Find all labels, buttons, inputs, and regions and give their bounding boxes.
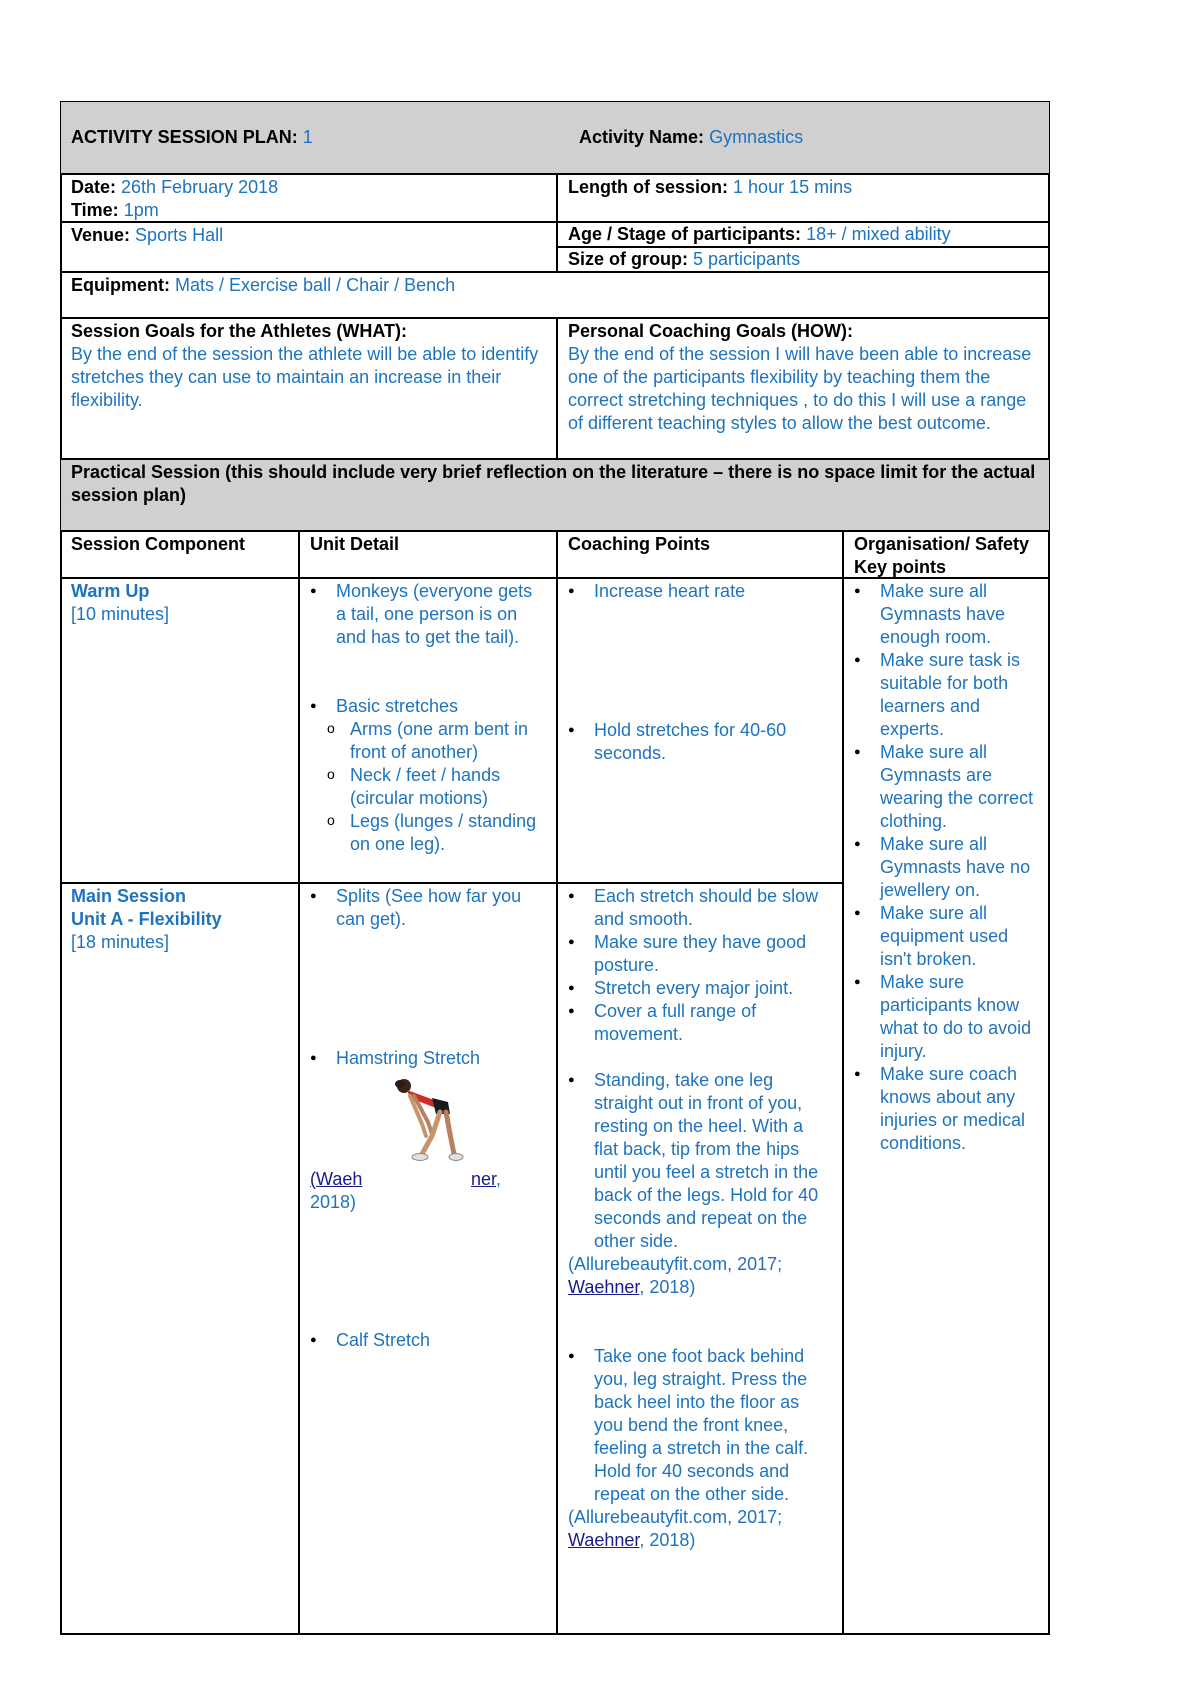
- safety-item: ● Make sure all equipment used isn't broken.: [854, 902, 1039, 971]
- warmup-unit-item: ● Basic stretches: [310, 695, 546, 718]
- coach-goals-title: Personal Coaching Goals (HOW):: [568, 321, 854, 341]
- age-value: 18+ / mixed ability: [806, 224, 951, 244]
- hamstring-stretch-image: [310, 1076, 546, 1168]
- time-label: Time:: [71, 200, 119, 220]
- practical-header: [60, 459, 1050, 531]
- venue-value: Sports Hall: [135, 225, 224, 245]
- athlete-goals-text: By the end of the session the athlete will be able to identify stretches they can use to maintain an increase in their flexibility.: [71, 344, 539, 410]
- coach-goals-cell: [557, 318, 1050, 459]
- citation-link[interactable]: (Waeh: [310, 1169, 363, 1189]
- coaching-citation: (Allurebeautyfit.com, 2017; Waehner, 2018): [568, 1507, 783, 1550]
- size-label: Size of group:: [568, 249, 688, 269]
- equipment-value: Mats / Exercise ball / Chair / Bench: [175, 275, 456, 295]
- warmup-coaching-cell: [557, 578, 843, 883]
- date-value: 26th February 2018: [121, 177, 279, 197]
- main-unit-title: Unit A - Flexibility: [71, 909, 222, 929]
- header-row: [60, 101, 1050, 174]
- equipment-cell: [60, 272, 1050, 318]
- main-component-cell: [60, 883, 299, 1635]
- date-label: Date:: [71, 177, 117, 197]
- main-coaching-item: ● Take one foot back behind you, leg straight. Press the back heel into the floor as you bend the front knee, feeling a stretch in the calf. Hold for 40 seconds and repeat on the other side.: [568, 1345, 832, 1506]
- main-unit-item: ● Hamstring Stretch: [310, 1047, 546, 1070]
- main-coaching-item: ● Stretch every major joint.: [568, 977, 832, 1000]
- main-unit-cell: [299, 883, 557, 1635]
- warmup-title: Warm Up: [71, 581, 150, 601]
- warmup-duration: [10 minutes]: [71, 604, 170, 624]
- safety-item: ● Make sure participants know what to do to avoid injury.: [854, 971, 1039, 1063]
- main-title: Main Session: [71, 886, 187, 906]
- age-label: Age / Stage of participants:: [568, 224, 802, 244]
- age-cell: [557, 222, 1050, 247]
- hamstring-image-citation-year: 2018): [310, 1192, 357, 1212]
- time-value: 1pm: [123, 200, 159, 220]
- activity-value: Gymnastics: [709, 127, 804, 147]
- main-coaching-item: ● Cover a full range of movement.: [568, 1000, 832, 1046]
- safety-item: ● Make sure all Gymnasts are wearing the correct clothing.: [854, 741, 1039, 833]
- venue-label: Venue:: [71, 225, 131, 245]
- citation-link[interactable]: Waehner: [568, 1530, 640, 1550]
- main-coaching-item: ● Make sure they have good posture.: [568, 931, 832, 977]
- main-unit-item: ● Calf Stretch: [310, 1329, 546, 1352]
- warmup-sub-item: o Legs (lunges / standing on one leg).: [324, 810, 546, 856]
- safety-item: ● Make sure all Gymnasts have enough room.: [854, 580, 1039, 649]
- coach-goals-text: By the end of the session I will have been able to increase one of the participants flexibility by teaching them the correct stretching techniques , to do this I will use a range of different teaching styles to allow the best outcome.: [568, 344, 1032, 433]
- activity-label: Activity Name:: [579, 127, 705, 147]
- main-unit-item: ● Splits (See how far you can get).: [310, 885, 546, 931]
- warmup-unit-item: ● Monkeys (everyone gets a tail, one person is on and has to get the tail).: [310, 580, 546, 649]
- equipment-label: Equipment:: [71, 275, 170, 295]
- main-duration: [18 minutes]: [71, 932, 170, 952]
- warmup-coaching-item: ● Increase heart rate: [568, 580, 832, 603]
- main-coaching-cell: [557, 883, 843, 1635]
- length-label: Length of session:: [568, 177, 729, 197]
- citation-link[interactable]: ner: [471, 1169, 497, 1189]
- col-header-unit: Unit Detail: [299, 531, 557, 578]
- col-header-coaching: Coaching Points: [557, 531, 843, 578]
- col-header-component: Session Component: [60, 531, 299, 578]
- venue-cell: [60, 222, 557, 272]
- safety-item: ● Make sure task is suitable for both learners and experts.: [854, 649, 1039, 741]
- length-value: 1 hour 15 mins: [733, 177, 853, 197]
- citation-link[interactable]: Waehner: [568, 1277, 640, 1297]
- warmup-coaching-item: ● Hold stretches for 40-60 seconds.: [568, 719, 832, 765]
- size-value: 5 participants: [693, 249, 801, 269]
- athlete-goals-cell: [60, 318, 557, 459]
- date-time-cell: [60, 174, 557, 222]
- warmup-sub-item: o Arms (one arm bent in front of another): [324, 718, 546, 764]
- warmup-unit-cell: [299, 578, 557, 883]
- safety-item: ● Make sure all Gymnasts have no jewellery on.: [854, 833, 1039, 902]
- warmup-component-cell: [60, 578, 299, 883]
- col-header-safety: Organisation/ Safety Key points: [843, 531, 1050, 578]
- coaching-citation: (Allurebeautyfit.com, 2017; Waehner, 2018): [568, 1254, 783, 1297]
- main-coaching-item: ● Each stretch should be slow and smooth.: [568, 885, 832, 931]
- length-cell: [557, 174, 1050, 222]
- athlete-goals-title: Session Goals for the Athletes (WHAT):: [71, 321, 408, 341]
- hamstring-image-citation: (Waeh ner,: [310, 1169, 502, 1189]
- safety-item: ● Make sure coach knows about any injuries or medical conditions.: [854, 1063, 1039, 1155]
- main-coaching-item: ● Standing, take one leg straight out in front of you, resting on the heel. With a flat back, tip from the hips until you feel a stretch in the back of the legs. Hold for 40 seconds and repeat on the other side.: [568, 1069, 832, 1253]
- safety-cell: [843, 578, 1050, 1635]
- plan-value: 1: [302, 127, 313, 147]
- warmup-sub-item: o Neck / feet / hands (circular motions): [324, 764, 546, 810]
- size-cell: [557, 247, 1050, 272]
- practical-title: Practical Session (this should include very brief reflection on the literature – there is no space limit for the actual session plan): [71, 462, 1036, 505]
- plan-label: ACTIVITY SESSION PLAN:: [71, 127, 298, 147]
